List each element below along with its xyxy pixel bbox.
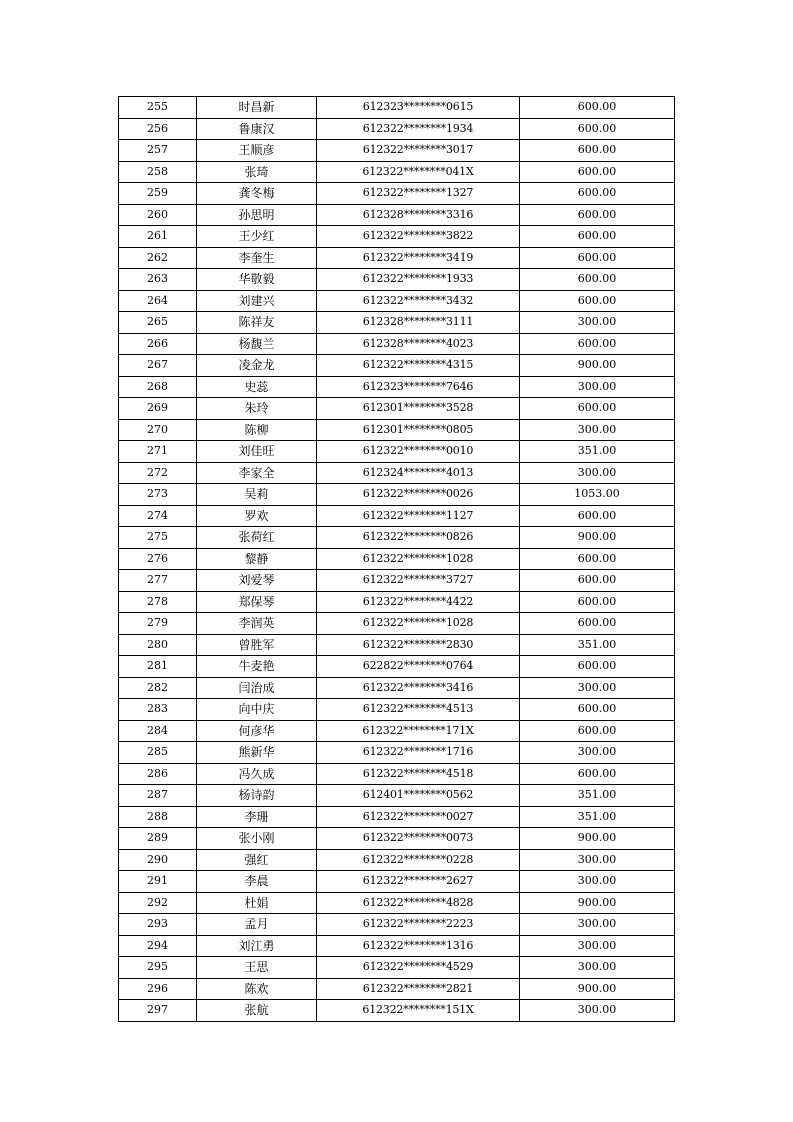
id-number-cell: 612328********3316 (317, 204, 520, 226)
id-number-cell: 612301********3528 (317, 398, 520, 420)
table-row (119, 441, 675, 463)
id-number-cell: 612322********3017 (317, 140, 520, 162)
id-number-cell: 612322********0026 (317, 484, 520, 506)
amount-cell: 600.00 (520, 97, 675, 119)
id-number-cell: 612322********3432 (317, 290, 520, 312)
id-number-cell: 612322********1934 (317, 118, 520, 140)
id-number-cell: 612322********171X (317, 720, 520, 742)
person-name-cell: 何彦华 (197, 720, 317, 742)
amount-cell: 900.00 (520, 355, 675, 377)
row-index-cell: 289 (119, 828, 197, 850)
row-index-cell: 282 (119, 677, 197, 699)
person-name-cell: 李奎生 (197, 247, 317, 269)
person-name-cell: 熊新华 (197, 742, 317, 764)
amount-cell: 300.00 (520, 312, 675, 334)
row-index-cell: 295 (119, 957, 197, 979)
id-number-cell: 612322********0228 (317, 849, 520, 871)
amount-cell: 351.00 (520, 634, 675, 656)
id-number-cell: 612322********0073 (317, 828, 520, 850)
id-number-cell: 612323********0615 (317, 97, 520, 119)
person-name-cell: 杨馥兰 (197, 333, 317, 355)
id-number-cell: 612322********041X (317, 161, 520, 183)
row-index-cell: 258 (119, 161, 197, 183)
amount-cell: 900.00 (520, 828, 675, 850)
amount-cell: 1053.00 (520, 484, 675, 506)
amount-cell: 300.00 (520, 914, 675, 936)
amount-cell: 300.00 (520, 935, 675, 957)
row-index-cell: 275 (119, 527, 197, 549)
row-index-cell: 257 (119, 140, 197, 162)
row-index-cell: 279 (119, 613, 197, 635)
id-number-cell: 612322********4518 (317, 763, 520, 785)
id-number-cell: 612301********0805 (317, 419, 520, 441)
row-index-cell: 285 (119, 742, 197, 764)
table-row (119, 935, 675, 957)
table-row (119, 871, 675, 893)
row-index-cell: 286 (119, 763, 197, 785)
row-index-cell: 259 (119, 183, 197, 205)
id-number-cell: 612322********4529 (317, 957, 520, 979)
amount-cell: 900.00 (520, 978, 675, 1000)
person-name-cell: 陈柳 (197, 419, 317, 441)
amount-cell: 900.00 (520, 892, 675, 914)
person-name-cell: 王少红 (197, 226, 317, 248)
row-index-cell: 256 (119, 118, 197, 140)
amount-cell: 300.00 (520, 1000, 675, 1022)
id-number-cell: 612322********2223 (317, 914, 520, 936)
id-number-cell: 612322********2627 (317, 871, 520, 893)
amount-cell: 300.00 (520, 376, 675, 398)
amount-cell: 600.00 (520, 118, 675, 140)
id-number-cell: 612322********0010 (317, 441, 520, 463)
person-name-cell: 张荷红 (197, 527, 317, 549)
table-row (119, 570, 675, 592)
person-name-cell: 强红 (197, 849, 317, 871)
row-index-cell: 266 (119, 333, 197, 355)
person-name-cell: 朱玲 (197, 398, 317, 420)
row-index-cell: 277 (119, 570, 197, 592)
table-row (119, 118, 675, 140)
row-index-cell: 283 (119, 699, 197, 721)
row-index-cell: 263 (119, 269, 197, 291)
row-index-cell: 284 (119, 720, 197, 742)
person-name-cell: 杜娟 (197, 892, 317, 914)
row-index-cell: 287 (119, 785, 197, 807)
person-name-cell: 王思 (197, 957, 317, 979)
id-number-cell: 612322********1316 (317, 935, 520, 957)
row-index-cell: 265 (119, 312, 197, 334)
person-name-cell: 黎静 (197, 548, 317, 570)
table-row (119, 290, 675, 312)
person-name-cell: 龚冬梅 (197, 183, 317, 205)
amount-cell: 351.00 (520, 806, 675, 828)
table-row (119, 634, 675, 656)
table-row (119, 892, 675, 914)
table-row (119, 591, 675, 613)
amount-cell: 600.00 (520, 247, 675, 269)
person-name-cell: 孟月 (197, 914, 317, 936)
row-index-cell: 294 (119, 935, 197, 957)
table-row (119, 699, 675, 721)
amount-cell: 351.00 (520, 785, 675, 807)
id-number-cell: 612322********3416 (317, 677, 520, 699)
person-name-cell: 冯久成 (197, 763, 317, 785)
amount-cell: 600.00 (520, 161, 675, 183)
row-index-cell: 262 (119, 247, 197, 269)
table-row (119, 548, 675, 570)
table-row (119, 269, 675, 291)
person-name-cell: 张小刚 (197, 828, 317, 850)
table-row (119, 226, 675, 248)
person-name-cell: 刘佳旺 (197, 441, 317, 463)
table-row (119, 204, 675, 226)
amount-cell: 600.00 (520, 269, 675, 291)
person-name-cell: 王顺彦 (197, 140, 317, 162)
amount-cell: 300.00 (520, 742, 675, 764)
table-row (119, 613, 675, 635)
amount-cell: 300.00 (520, 419, 675, 441)
amount-cell: 600.00 (520, 226, 675, 248)
table-row (119, 785, 675, 807)
amount-cell: 900.00 (520, 527, 675, 549)
id-number-cell: 612401********0562 (317, 785, 520, 807)
amount-cell: 600.00 (520, 656, 675, 678)
table-row (119, 1000, 675, 1022)
person-name-cell: 郑保琴 (197, 591, 317, 613)
table-row (119, 828, 675, 850)
row-index-cell: 296 (119, 978, 197, 1000)
row-index-cell: 272 (119, 462, 197, 484)
table-row (119, 140, 675, 162)
id-number-cell: 612322********2830 (317, 634, 520, 656)
table-row (119, 720, 675, 742)
table-row (119, 742, 675, 764)
row-index-cell: 255 (119, 97, 197, 119)
id-number-cell: 612322********1028 (317, 613, 520, 635)
table-row (119, 333, 675, 355)
person-name-cell: 吴莉 (197, 484, 317, 506)
table-row (119, 677, 675, 699)
person-name-cell: 孙思明 (197, 204, 317, 226)
amount-cell: 600.00 (520, 720, 675, 742)
table-row (119, 161, 675, 183)
row-index-cell: 267 (119, 355, 197, 377)
row-index-cell: 271 (119, 441, 197, 463)
amount-cell: 600.00 (520, 290, 675, 312)
id-number-cell: 612322********1127 (317, 505, 520, 527)
records-table (118, 96, 675, 1022)
row-index-cell: 297 (119, 1000, 197, 1022)
person-name-cell: 张航 (197, 1000, 317, 1022)
table-row (119, 462, 675, 484)
amount-cell: 600.00 (520, 699, 675, 721)
table-row (119, 419, 675, 441)
person-name-cell: 曾胜军 (197, 634, 317, 656)
row-index-cell: 260 (119, 204, 197, 226)
person-name-cell: 杨诗韵 (197, 785, 317, 807)
table-row (119, 978, 675, 1000)
amount-cell: 600.00 (520, 613, 675, 635)
table-row (119, 247, 675, 269)
person-name-cell: 陈祥友 (197, 312, 317, 334)
person-name-cell: 向中庆 (197, 699, 317, 721)
person-name-cell: 刘爱琴 (197, 570, 317, 592)
id-number-cell: 622822********0764 (317, 656, 520, 678)
table-row (119, 527, 675, 549)
amount-cell: 300.00 (520, 849, 675, 871)
person-name-cell: 李珊 (197, 806, 317, 828)
amount-cell: 600.00 (520, 591, 675, 613)
row-index-cell: 269 (119, 398, 197, 420)
person-name-cell: 张琦 (197, 161, 317, 183)
id-number-cell: 612322********0027 (317, 806, 520, 828)
row-index-cell: 270 (119, 419, 197, 441)
id-number-cell: 612322********4513 (317, 699, 520, 721)
table-row (119, 398, 675, 420)
row-index-cell: 274 (119, 505, 197, 527)
id-number-cell: 612322********1028 (317, 548, 520, 570)
row-index-cell: 276 (119, 548, 197, 570)
table-row (119, 355, 675, 377)
person-name-cell: 李家全 (197, 462, 317, 484)
person-name-cell: 时昌新 (197, 97, 317, 119)
id-number-cell: 612322********3727 (317, 570, 520, 592)
person-name-cell: 史蕊 (197, 376, 317, 398)
person-name-cell: 陈欢 (197, 978, 317, 1000)
id-number-cell: 612322********1933 (317, 269, 520, 291)
row-index-cell: 261 (119, 226, 197, 248)
table-row (119, 763, 675, 785)
row-index-cell: 264 (119, 290, 197, 312)
amount-cell: 600.00 (520, 204, 675, 226)
person-name-cell: 李晨 (197, 871, 317, 893)
row-index-cell: 293 (119, 914, 197, 936)
person-name-cell: 闫治成 (197, 677, 317, 699)
id-number-cell: 612322********4828 (317, 892, 520, 914)
person-name-cell: 李润英 (197, 613, 317, 635)
row-index-cell: 292 (119, 892, 197, 914)
id-number-cell: 612328********4023 (317, 333, 520, 355)
row-index-cell: 281 (119, 656, 197, 678)
table-row (119, 97, 675, 119)
row-index-cell: 291 (119, 871, 197, 893)
id-number-cell: 612322********151X (317, 1000, 520, 1022)
row-index-cell: 278 (119, 591, 197, 613)
amount-cell: 351.00 (520, 441, 675, 463)
id-number-cell: 612323********7646 (317, 376, 520, 398)
person-name-cell: 刘建兴 (197, 290, 317, 312)
person-name-cell: 罗欢 (197, 505, 317, 527)
id-number-cell: 612322********2821 (317, 978, 520, 1000)
table-row (119, 312, 675, 334)
person-name-cell: 刘江勇 (197, 935, 317, 957)
id-number-cell: 612322********1327 (317, 183, 520, 205)
amount-cell: 600.00 (520, 505, 675, 527)
amount-cell: 600.00 (520, 183, 675, 205)
amount-cell: 600.00 (520, 333, 675, 355)
id-number-cell: 612322********1716 (317, 742, 520, 764)
id-number-cell: 612322********3822 (317, 226, 520, 248)
amount-cell: 300.00 (520, 957, 675, 979)
amount-cell: 600.00 (520, 140, 675, 162)
records-table-body (119, 97, 675, 1022)
table-row (119, 957, 675, 979)
table-row (119, 849, 675, 871)
amount-cell: 300.00 (520, 871, 675, 893)
row-index-cell: 268 (119, 376, 197, 398)
id-number-cell: 612322********4422 (317, 591, 520, 613)
amount-cell: 600.00 (520, 398, 675, 420)
id-number-cell: 612322********0826 (317, 527, 520, 549)
row-index-cell: 280 (119, 634, 197, 656)
person-name-cell: 牛麦艳 (197, 656, 317, 678)
amount-cell: 600.00 (520, 570, 675, 592)
row-index-cell: 288 (119, 806, 197, 828)
amount-cell: 300.00 (520, 462, 675, 484)
amount-cell: 600.00 (520, 763, 675, 785)
table-row (119, 484, 675, 506)
table-row (119, 376, 675, 398)
person-name-cell: 华敬毅 (197, 269, 317, 291)
id-number-cell: 612328********3111 (317, 312, 520, 334)
person-name-cell: 凌金龙 (197, 355, 317, 377)
id-number-cell: 612324********4013 (317, 462, 520, 484)
person-name-cell: 鲁康汉 (197, 118, 317, 140)
table-row (119, 914, 675, 936)
table-row (119, 183, 675, 205)
id-number-cell: 612322********4315 (317, 355, 520, 377)
row-index-cell: 290 (119, 849, 197, 871)
amount-cell: 600.00 (520, 548, 675, 570)
table-row (119, 656, 675, 678)
id-number-cell: 612322********3419 (317, 247, 520, 269)
amount-cell: 300.00 (520, 677, 675, 699)
table-row (119, 806, 675, 828)
row-index-cell: 273 (119, 484, 197, 506)
table-row (119, 505, 675, 527)
